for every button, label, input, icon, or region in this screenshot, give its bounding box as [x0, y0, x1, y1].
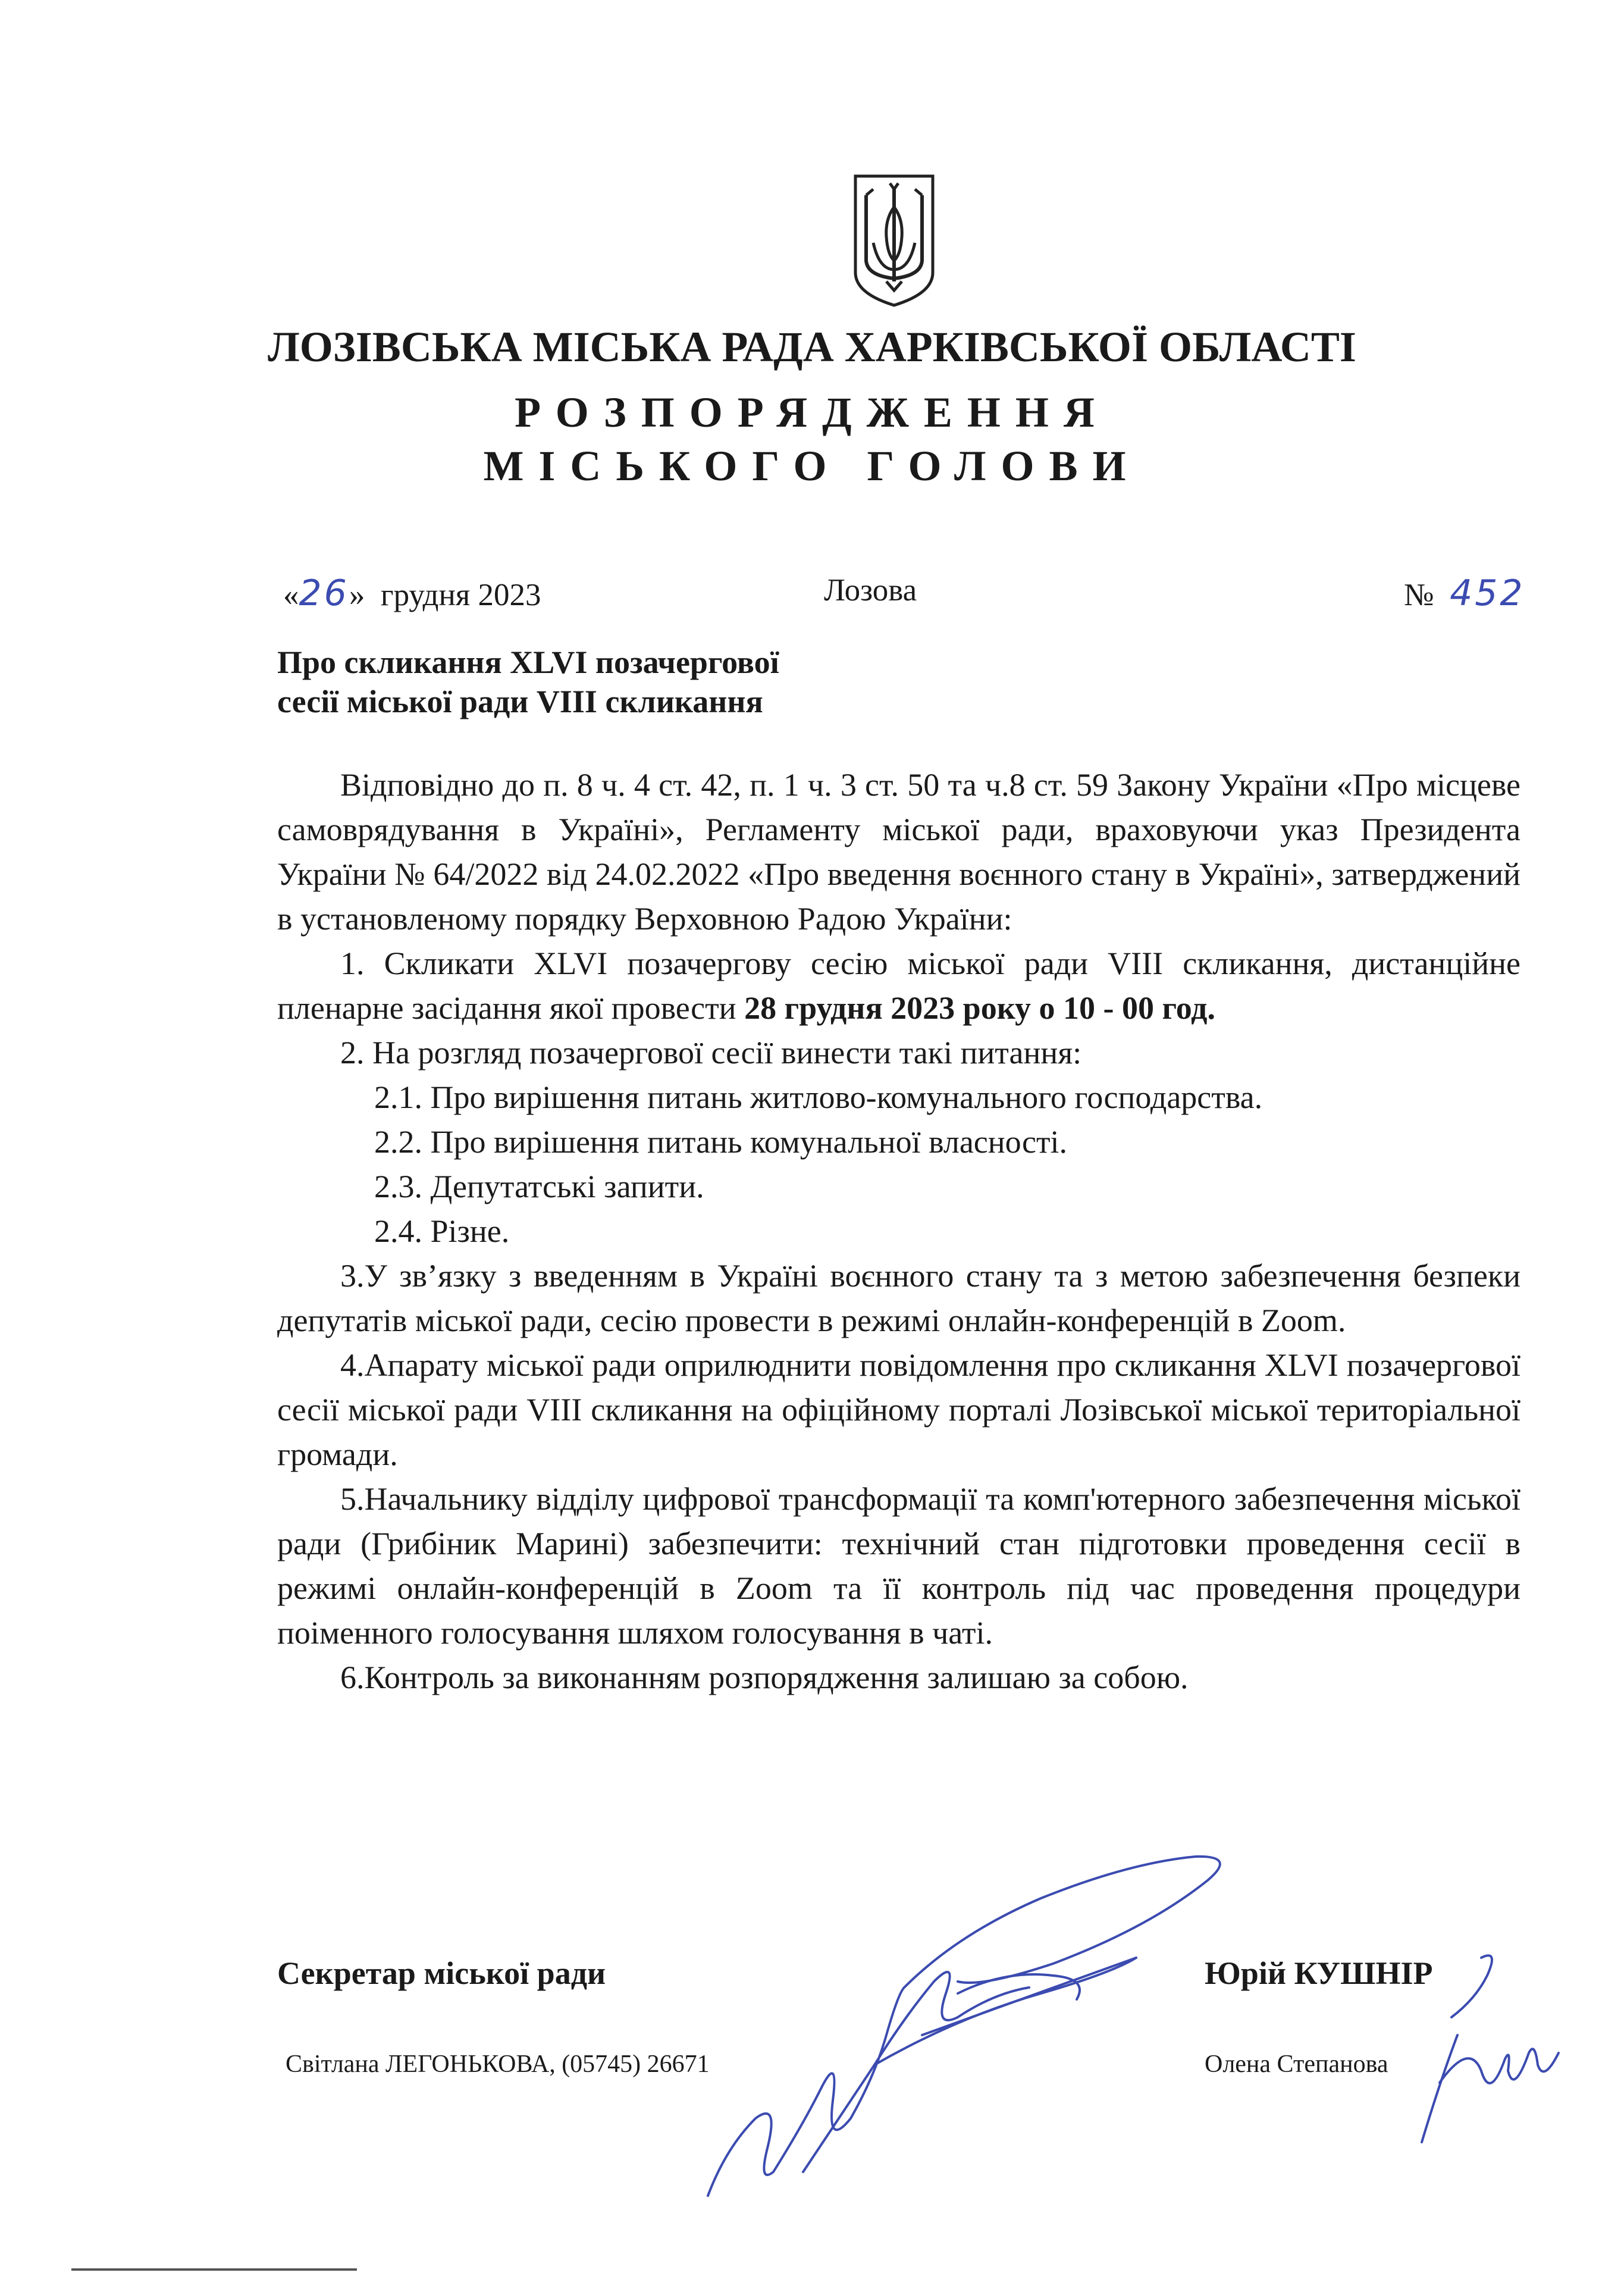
signatory-name: Юрій КУШНІР — [1205, 1955, 1433, 1991]
date-month-year: грудня 2023 — [380, 578, 541, 612]
preamble-paragraph: Відповідно до п. 8 ч. 4 ст. 42, п. 1 ч. 3 ст. 50 та ч.8 ст. 59 Закону України «Про місцеве самоврядування в Україні», Регламенту міської ради, враховуючи указ Президента України № 64/2022 від 24.02.2022 «Про введення воєнного стану в Україні», затверджений в установленому порядку Верховною Радою України: — [277, 767, 1520, 937]
item-2-3: 2.3. Депутатські запити. — [374, 1169, 704, 1204]
approver-name: Олена Степанова — [1205, 2051, 1388, 2078]
subject-line-2: сесії міської ради VIII скликання — [277, 684, 763, 719]
item-2-4: 2.4. Різне. — [374, 1213, 510, 1249]
document-date — [283, 572, 541, 614]
item-2-1: 2.1. Про вирішення питань житлово-комунального господарства. — [374, 1079, 1263, 1115]
signatory-position: Секретар міської ради — [277, 1955, 606, 1991]
item-6-paragraph: 6.Контроль за виконанням розпорядження залишаю за собою. — [340, 1660, 1189, 1695]
item-1-paragraph — [277, 941, 1520, 1031]
document-type-subtitle: МІСЬКОГО ГОЛОВИ — [483, 442, 1141, 490]
item-5-paragraph: 5.Начальнику відділу цифрової трансформації та комп'ютерного забезпечення міської ради (Грибіник Марині) забезпечити: технічний стан підготовки проведення сесії в режимі онлайн-конференцій в Zoom та її контроль під час проведення процедури поіменного голосування шляхом голосування в чаті. — [277, 1481, 1520, 1651]
item-2-2: 2.2. Про вирішення питань комунальної власності. — [374, 1124, 1068, 1160]
number-label: № — [1404, 578, 1434, 612]
trident-emblem-icon — [849, 171, 939, 308]
document-body — [277, 763, 1520, 1700]
item-1-datetime: 28 грудня 2023 року о 10 - 00 год. — [744, 990, 1215, 1026]
handwritten-signature — [625, 1839, 1291, 2220]
approval-initials — [1416, 1952, 1594, 2148]
item-1-text: 1. Скликати XLVI позачергову сесію міської ради VIII скликання, дистанційне пленарне засідання якої провести — [277, 946, 1520, 1026]
document-type: РОЗПОРЯДЖЕННЯ — [515, 389, 1109, 436]
number-handwritten: 452 — [1450, 572, 1525, 614]
subject-line-1: Про скликання XLVI позачергової — [277, 644, 779, 680]
footer-rule — [71, 2268, 357, 2271]
item-2-paragraph: 2. На розгляд позачергової сесії винести такі питання: — [340, 1035, 1082, 1070]
item-3-paragraph: 3.У зв’язку з введенням в Україні воєнного стану та з метою забезпечення безпеки депутатів міської ради, сесію провести в режимі онлайн-конференцій в Zoom. — [277, 1258, 1520, 1338]
document-subject — [277, 643, 991, 721]
date-open-quote: « — [283, 578, 299, 612]
item-4-paragraph: 4.Апарату міської ради оприлюднити повідомлення про скликання XLVI позачергової сесії міської ради VIII скликання на офіційному порталі Лозівської міської територіальної громади. — [277, 1347, 1520, 1472]
date-day-handwritten: 26 — [299, 572, 349, 614]
organization-name: ЛОЗІВСЬКА МІСЬКА РАДА ХАРКІВСЬКОЇ ОБЛАСТІ — [268, 323, 1356, 371]
document-number — [1404, 572, 1525, 614]
document-city: Лозова — [824, 573, 917, 608]
executor-contact: Світлана ЛЕГОНЬКОВА, (05745) 26671 — [286, 2051, 710, 2078]
date-close-quote: » — [349, 578, 365, 612]
